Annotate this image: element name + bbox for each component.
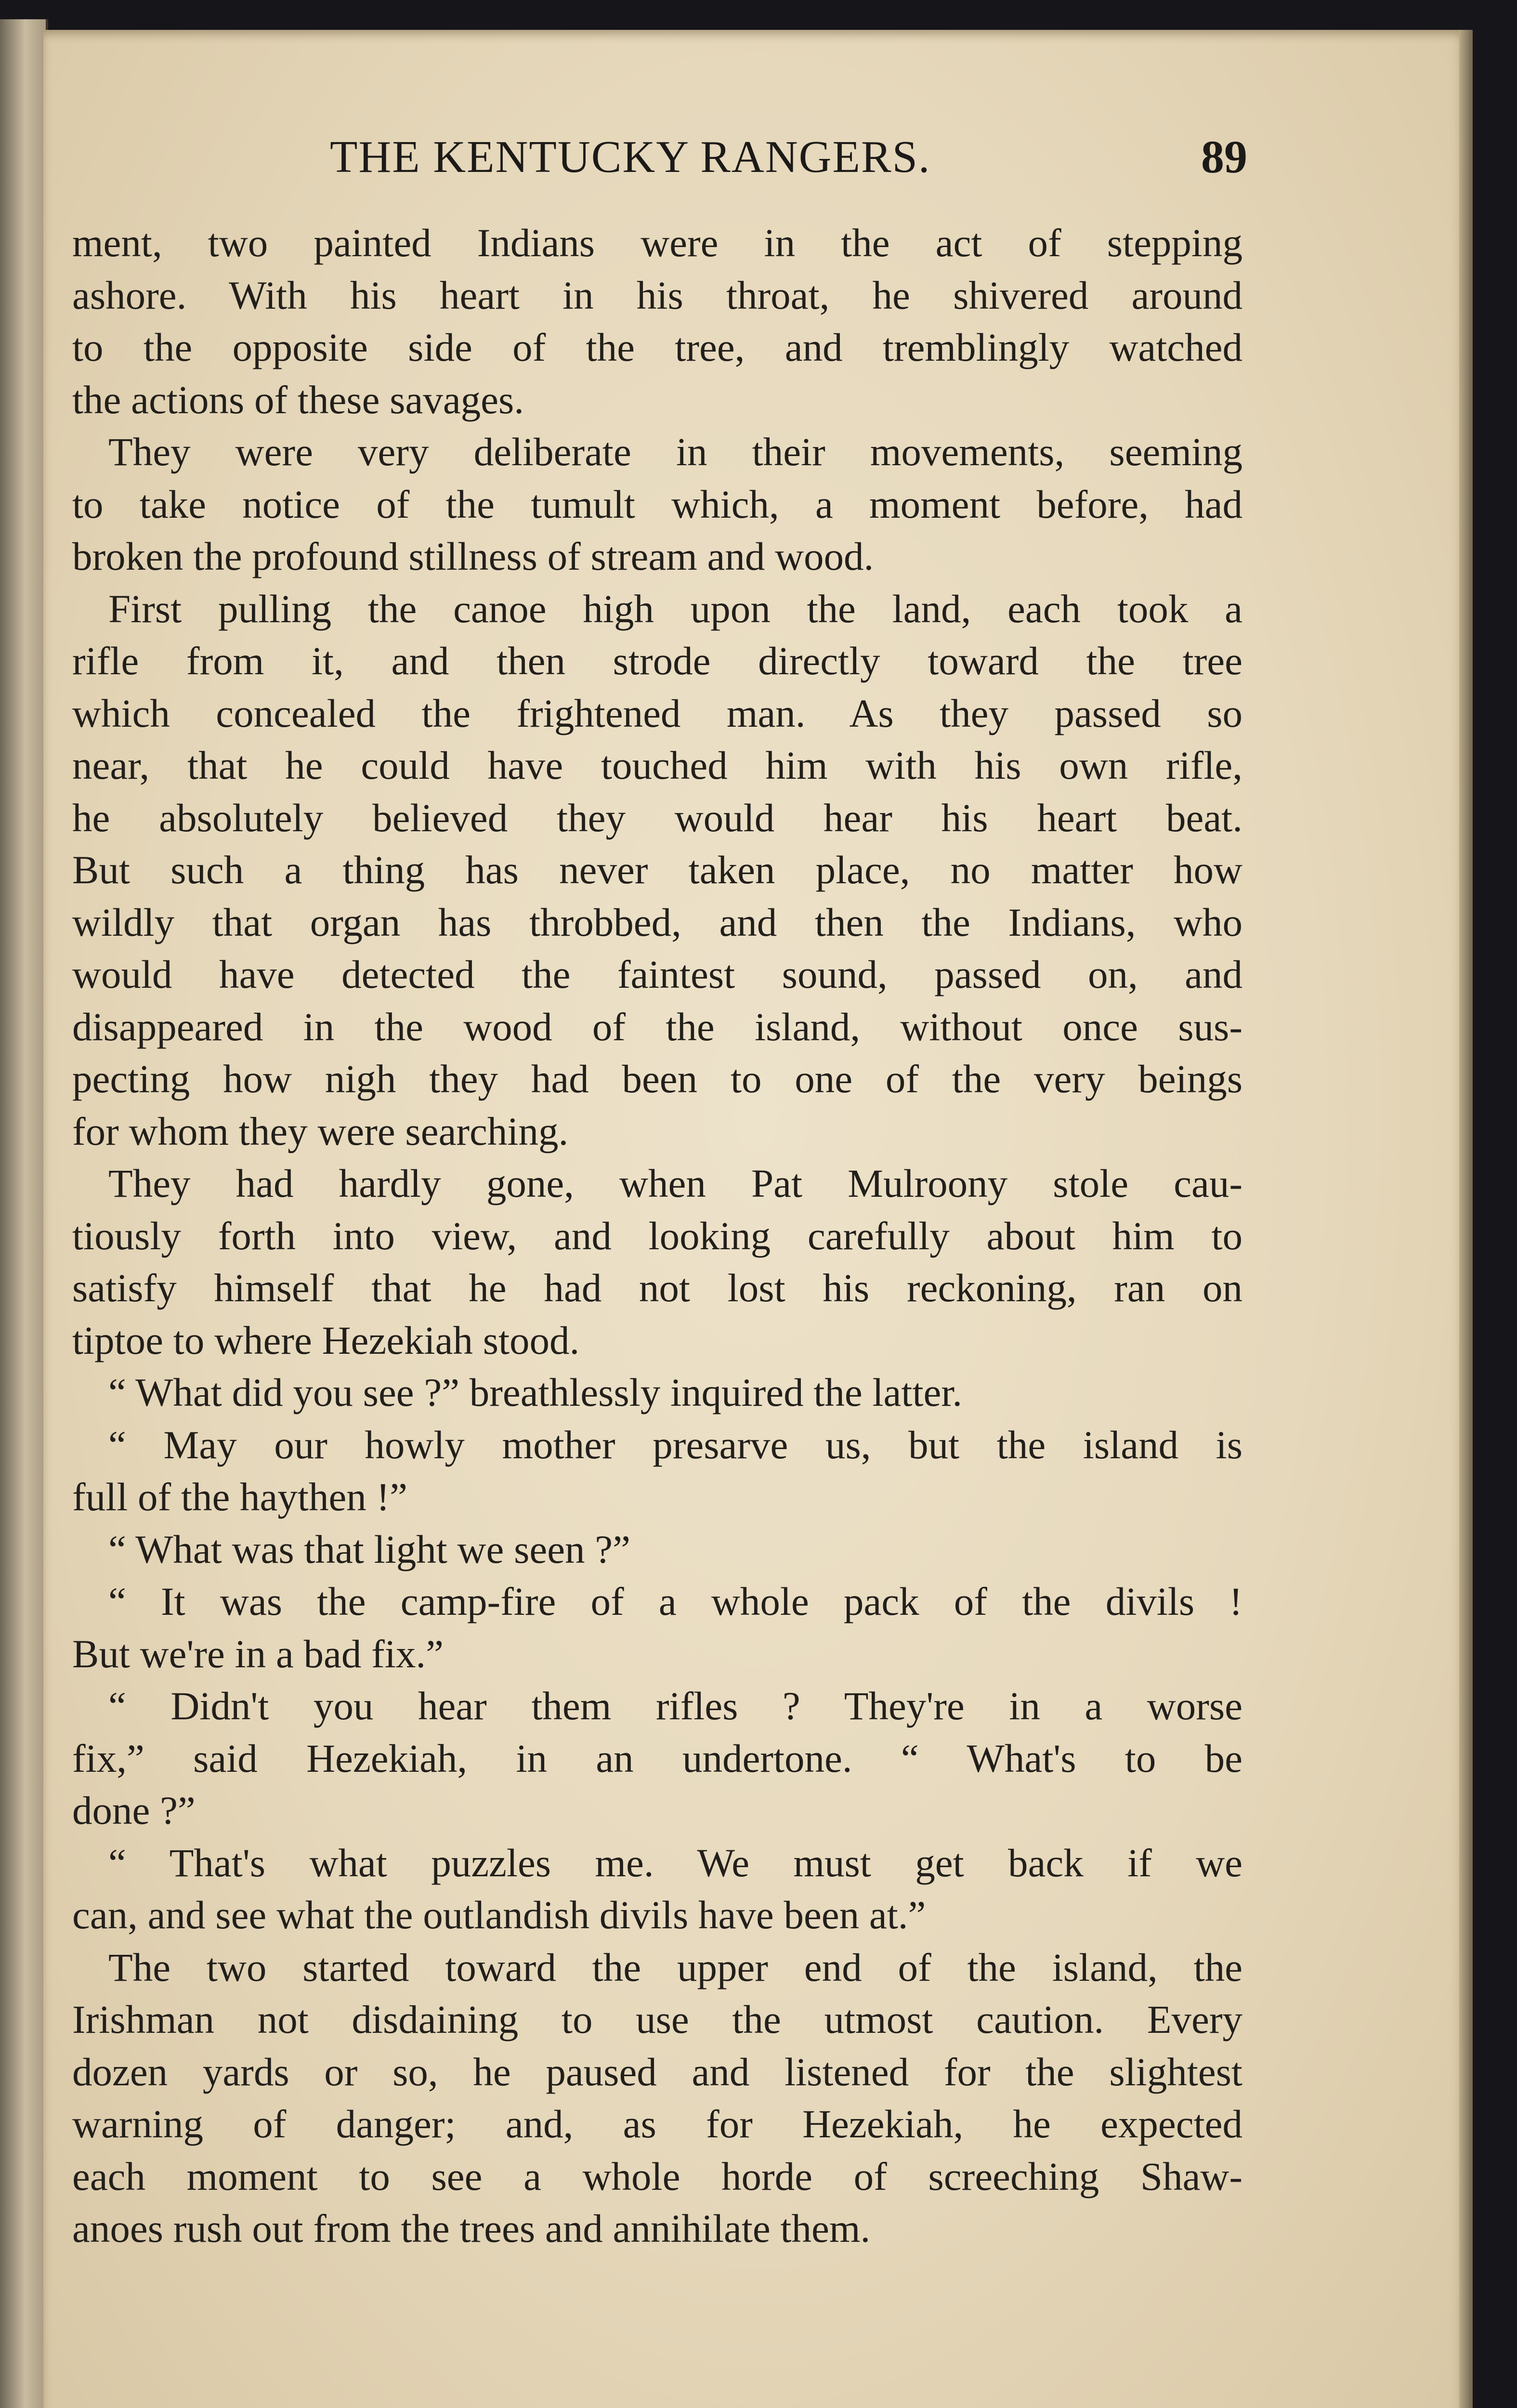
text-line: “ What was that light we seen ?” [108, 1527, 630, 1571]
text-line: tiously forth into view, and looking carefully about him to [72, 1213, 1242, 1258]
text-line: “ May our howly mother presarve us, but the island is [108, 1422, 1242, 1467]
text-line: ment, two painted Indians were in the act of stepping [72, 221, 1242, 265]
facing-page-edge [0, 19, 48, 2408]
page-number: 89 [1201, 131, 1247, 183]
text-line: to take notice of the tumult which, a moment before, had [72, 482, 1242, 526]
text-line: would have detected the faintest sound, passed on, and [72, 952, 1242, 996]
text-line: The two started toward the upper end of the island, the [108, 1945, 1242, 1989]
text-line: “ Didn't you hear them rifles ? They're in a worse [108, 1684, 1242, 1728]
text-line: But we're in a bad fix.” [72, 1631, 444, 1676]
text-line: satisfy himself that he had not lost his reckoning, ran on [72, 1266, 1242, 1310]
text-line: the actions of these savages. [72, 377, 524, 422]
running-head-title: THE KENTUCKY RANGERS. [330, 132, 931, 182]
text-line: anoes rush out from the trees and annihilate them. [72, 2206, 871, 2251]
text-line: full of the haythen !” [72, 1475, 408, 1519]
text-line: They were very deliberate in their movements, seeming [108, 430, 1242, 474]
text-line: “ It was the camp-fire of a whole pack of the divils ! [108, 1579, 1242, 1623]
text-line: fix,” said Hezekiah, in an undertone. “ What's to be [72, 1736, 1242, 1780]
text-line: rifle from it, and then strode directly toward the tree [72, 639, 1242, 683]
text-line: Irishman not disdaining to use the utmost caution. Every [72, 1997, 1242, 2042]
text-line: which concealed the frightened man. As they passed so [72, 691, 1242, 735]
body-text [72, 217, 1242, 2255]
text-line: broken the profound stillness of stream and wood. [72, 534, 874, 578]
text-line: “ That's what puzzles me. We must get back if we [108, 1840, 1242, 1885]
text-line: warning of danger; and, as for Hezekiah, he expected [72, 2102, 1242, 2146]
text-line: pecting how nigh they had been to one of the very beings [72, 1057, 1242, 1101]
text-line: can, and see what the outlandish divils have been at.” [72, 1893, 926, 1937]
text-line: done ?” [72, 1788, 196, 1832]
text-line: But such a thing has never taken place, no matter how [72, 848, 1242, 892]
text-line: “ What did you see ?” breathlessly inquired the latter. [108, 1370, 963, 1414]
text-line: for whom they were searching. [72, 1109, 569, 1153]
text-line: ashore. With his heart in his throat, he shivered around [72, 273, 1242, 317]
text-line: to the opposite side of the tree, and tremblingly watched [72, 325, 1242, 369]
text-line: First pulling the canoe high upon the land, each took a [108, 586, 1242, 631]
text-line: disappeared in the wood of the island, without once sus- [72, 1004, 1242, 1049]
text-line: near, that he could have touched him with his own rifle, [72, 743, 1242, 787]
text-line: wildly that organ has throbbed, and then the Indians, who [72, 900, 1242, 944]
text-line: tiptoe to where Hezekiah stood. [72, 1318, 580, 1362]
text-line: each moment to see a whole horde of screeching Shaw- [72, 2154, 1242, 2199]
text-line: he absolutely believed they would hear his heart beat. [72, 795, 1242, 840]
page-edge-shadow [1459, 30, 1473, 2408]
text-line: dozen yards or so, he paused and listened for the slightest [72, 2049, 1242, 2094]
text-line: They had hardly gone, when Pat Mulroony stole cau- [108, 1161, 1242, 1205]
